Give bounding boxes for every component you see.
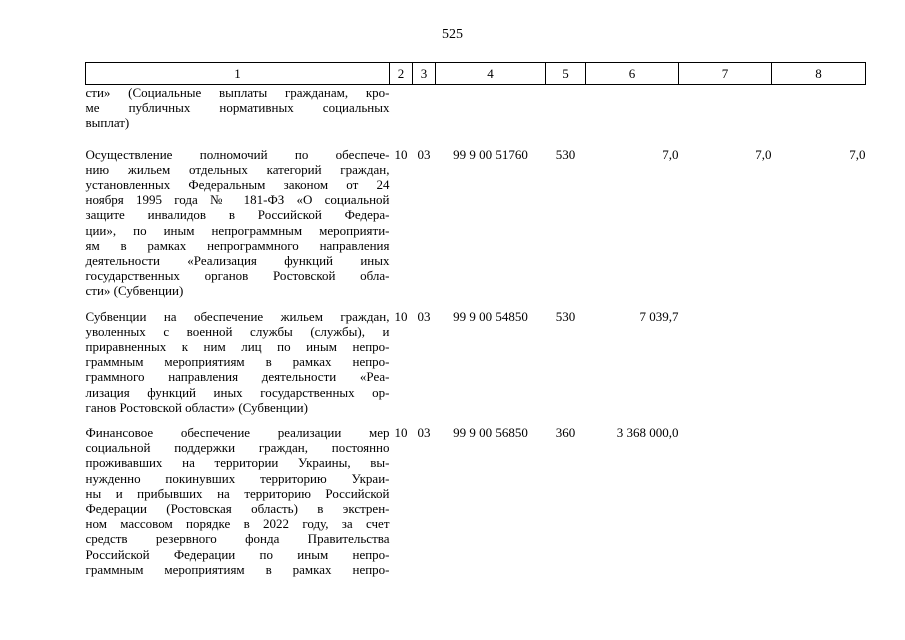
amount-col-6	[586, 85, 679, 141]
description-line: Финансовое обеспечение реализации мер	[85, 425, 390, 441]
expense-type-code: 530	[555, 146, 576, 162]
table-row	[86, 141, 866, 303]
description-line: ны и прибывших на территорию Российской	[85, 485, 390, 501]
table-header-row	[86, 63, 866, 85]
amount-col-8	[772, 303, 866, 419]
target-article-code: 99 9 00 56850	[453, 425, 528, 441]
description-line: сти» (Социальные выплаты гражданам, кро-	[85, 85, 390, 100]
amount-col-8	[772, 85, 866, 141]
amount-col-6: 7,0	[662, 146, 679, 162]
subsection-code: 03	[417, 425, 431, 441]
subsection-code: 03	[417, 308, 431, 324]
row-description	[86, 85, 390, 141]
table-row	[86, 303, 866, 419]
description-line: граммным мероприятиям в рамках непро-	[85, 354, 390, 370]
description-line: нужденно покинувших территорию Украи-	[85, 470, 390, 486]
expense-type-code: 530	[555, 308, 576, 324]
table-row	[86, 85, 866, 141]
page-number: 525	[442, 27, 463, 42]
column-header-8: 8	[772, 63, 866, 85]
row-description	[86, 419, 390, 581]
description-line: ции», по иным непрограммным мероприяти-	[85, 222, 390, 238]
section-code: 10	[394, 146, 408, 162]
description-line: сти» (Субвенции)	[85, 283, 184, 299]
column-header-3: 3	[413, 63, 436, 85]
description-line: установленных Федеральным законом от 24	[85, 177, 390, 193]
description-line: Федерации (Ростовская область) в экстрен-	[85, 501, 390, 517]
amount-col-7	[679, 85, 772, 141]
amount-col-7: 7,0	[755, 146, 772, 162]
amount-col-8	[772, 419, 866, 581]
description-line: ном массовом порядке в 2022 году, за счет	[85, 516, 390, 532]
description-line: уволенных с военной службы (службы), и	[85, 323, 390, 339]
table-row	[86, 419, 866, 581]
description-line: государственных органов Ростовской обла-	[85, 268, 390, 284]
description-line: средств резервного фонда Правительства	[85, 531, 390, 547]
expense-type-code	[546, 85, 586, 141]
budget-table	[85, 62, 866, 581]
section-code: 10	[394, 308, 408, 324]
description-line: приравненных к ним лиц по иным непро-	[85, 339, 390, 355]
row-description	[86, 141, 390, 303]
description-line: ноября 1995 года № 181-ФЗ «О социальной	[85, 192, 390, 208]
amount-col-6: 3 368 000,0	[616, 425, 679, 441]
description-line: защите инвалидов в Российской Федера-	[85, 207, 390, 223]
target-article-code: 99 9 00 54850	[453, 308, 528, 324]
description-line: Осуществление полномочий по обеспече-	[85, 146, 390, 162]
description-line: ям в рамках непрограммного направления	[85, 237, 390, 253]
description-line: нию жильем отдельных категорий граждан,	[85, 161, 390, 177]
amount-col-7	[679, 303, 772, 419]
column-header-6: 6	[586, 63, 679, 85]
column-header-4: 4	[436, 63, 546, 85]
description-line: проживавших на территории Украины, вы-	[85, 455, 390, 471]
description-line: деятельности «Реализация функций иных	[85, 253, 390, 269]
description-line: лизация функций иных государственных ор-	[85, 384, 390, 400]
section-code	[390, 85, 413, 141]
target-article-code: 99 9 00 51760	[453, 146, 528, 162]
target-article-code	[436, 85, 546, 141]
section-code: 10	[394, 425, 408, 441]
subsection-code	[413, 85, 436, 141]
amount-col-7	[679, 419, 772, 581]
column-header-5: 5	[546, 63, 586, 85]
description-line: выплат)	[85, 115, 130, 131]
description-line: граммным мероприятиям в рамках непро-	[85, 561, 390, 577]
column-header-7: 7	[679, 63, 772, 85]
amount-col-6: 7 039,7	[639, 308, 679, 324]
column-header-1: 1	[86, 63, 390, 85]
subsection-code: 03	[417, 146, 431, 162]
description-line: Российской Федерации по иным непро-	[85, 546, 390, 562]
amount-col-8: 7,0	[849, 146, 866, 162]
description-line: ганов Ростовской области» (Субвенции)	[85, 399, 308, 415]
description-line: ме публичных нормативных социальных	[85, 100, 390, 116]
table-body	[86, 85, 866, 582]
description-line: граммного направления деятельности «Реа-	[85, 369, 390, 385]
expense-type-code: 360	[555, 425, 576, 441]
column-header-2: 2	[390, 63, 413, 85]
description-line: социальной поддержки граждан, постоянно	[85, 440, 390, 456]
row-description	[86, 303, 390, 419]
description-line: Субвенции на обеспечение жильем граждан,	[85, 308, 390, 324]
